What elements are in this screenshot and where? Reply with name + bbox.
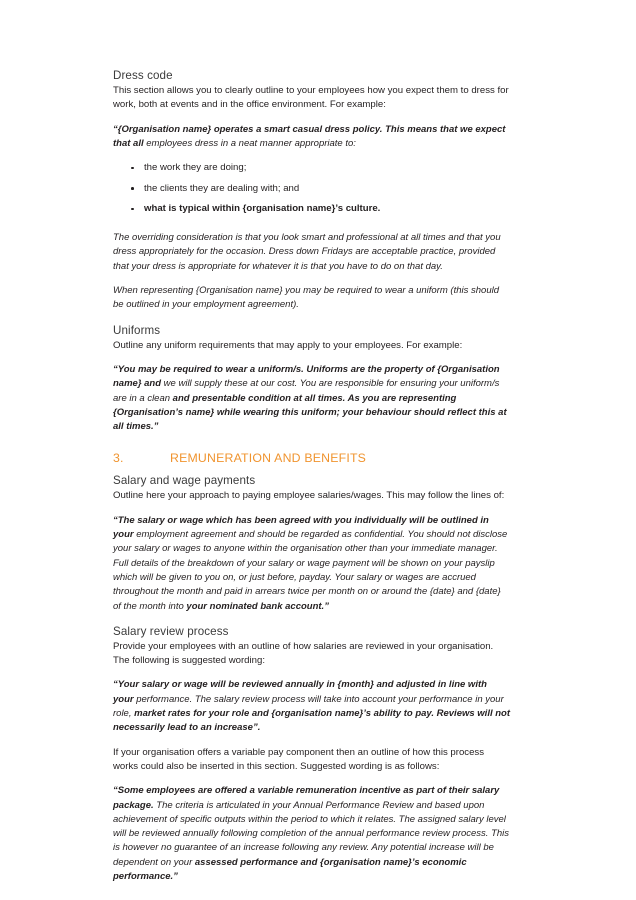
- quote-salary-wage: [113, 514, 510, 614]
- list-item: [113, 161, 510, 175]
- list-item-label: the clients they are dealing with; and: [144, 182, 300, 194]
- heading-title: REMUNERATION AND BENEFITS: [170, 451, 367, 466]
- heading-salary-and-wage-payments: Salary and wage payments: [113, 474, 256, 488]
- list-item-label: the work they are doing;: [144, 162, 247, 174]
- quote-salary-wage-bold-2: your nominated bank account.”: [183, 600, 329, 612]
- document-content: [113, 68, 510, 894]
- paragraph-salary-wage-intro: Outline here your approach to paying employee salaries/wages. This may follow the lines of:: [113, 490, 505, 502]
- list-item: [113, 202, 510, 216]
- quote-variable-bold-2: assessed performance and {organisation name}’s economic performance.”: [113, 856, 467, 882]
- heading-dress-code: Dress code: [113, 69, 173, 82]
- heading-remuneration-and-benefits: [113, 450, 510, 466]
- quote-uniforms: [113, 363, 510, 434]
- quote-variable-regular-1: The criteria is articulated in your Annual Performance Review and based upon achievement of specific outputs within the period to which it relates. The assigned salary level will be reviewed annually following completion of the annual performance review process. This is however no guarantee of an increase following any review. Any potential increase will be dependent on your: [113, 799, 510, 868]
- paragraph-representing-uniform: When representing {Organisation name} you may be required to wear a uniform (this should be outlined in your employment agreement).: [113, 285, 500, 311]
- heading-number: 3.: [113, 451, 124, 466]
- bullet-dot-icon: [131, 167, 134, 170]
- quote-uniforms-regular-1: we will supply these at our cost. You are responsible for ensuring your uniform/s are in a clean: [113, 378, 500, 404]
- bullet-dot-icon: [131, 208, 134, 211]
- heading-salary-review-process: Salary review process: [113, 624, 229, 638]
- quote-variable-bold-1: “Some employees are offered a variable remuneration incentive as part of their salary package.: [113, 785, 500, 811]
- heading-uniforms: Uniforms: [113, 323, 161, 337]
- paragraph-variable-pay-intro: If your organisation offers a variable pay component then an outline of how this process works could also be inserted in this section. Suggested wording is as follows:: [113, 746, 485, 772]
- list-item-label: what is typical within {organisation name}’s culture.: [144, 203, 381, 215]
- quote-variable-remuneration: [113, 784, 510, 884]
- quote-dress-policy: [113, 123, 510, 152]
- list-item: [113, 182, 510, 196]
- quote-uniforms-bold-1: “You may be required to wear a uniform/s. Uniforms are the property of {Organisation name} and: [113, 363, 500, 390]
- quote-salary-wage-regular-1: employment agreement and should be regarded as confidential. You should not disclose your salary or wages to anyone within the organisation other than your immediate manager. Full details of the breakdown of your salary or wage payment will be shown on your payslip which will be given to you on, or just before, payday. Your salary or wages are accrued throughout the month and paid in arrears twice per month on or around the {date} and {date} of the month into: [113, 529, 508, 612]
- quote-dress-policy-rest: employees dress in a neat manner appropriate to:: [143, 137, 356, 149]
- paragraph-overriding-consideration: The overriding consideration is that you look smart and professional at all times and that you dress appropriately for the occasion. Dress down Fridays are acceptable practice, provided that your dress is appropriate for whatever it is that you have to do on that day.: [113, 232, 501, 272]
- paragraph-uniforms-intro: Outline any uniform requirements that may apply to your employees. For example:: [113, 339, 463, 351]
- quote-uniforms-bold-2: and presentable condition at all times. As you are representing {Organisation’s name} while wearing this uniform; your behaviour should reflect this at all times.”: [113, 392, 507, 433]
- quote-salary-wage-bold-1: “The salary or wage which has been agreed with you individually will be outlined in your: [113, 514, 489, 541]
- quote-salary-review-regular-1: performance. The salary review process will take into account your performance in your role,: [113, 693, 504, 720]
- quote-salary-review-bold-2: market rates for your role and {organisation name}’s ability to pay. Reviews will not necessarily lead to an increase”.: [113, 708, 511, 734]
- quote-salary-review-bold-1: “Your salary or wage will be reviewed annually in {month} and adjusted in line with your: [113, 679, 487, 705]
- quote-dress-policy-bold: “{Organisation name} operates a smart casual dress policy. This means that we expect that all: [113, 123, 506, 149]
- list-dress-expectations: [113, 161, 510, 216]
- bullet-dot-icon: [131, 187, 134, 190]
- paragraph-dress-code-intro: This section allows you to clearly outline to your employees how you expect them to dress for work, both at events and in the office environment. For example:: [113, 85, 509, 111]
- quote-salary-review: [113, 678, 510, 735]
- paragraph-salary-review-intro: Provide your employees with an outline of how salaries are reviewed in your organisation. The following is suggested wording:: [113, 640, 494, 667]
